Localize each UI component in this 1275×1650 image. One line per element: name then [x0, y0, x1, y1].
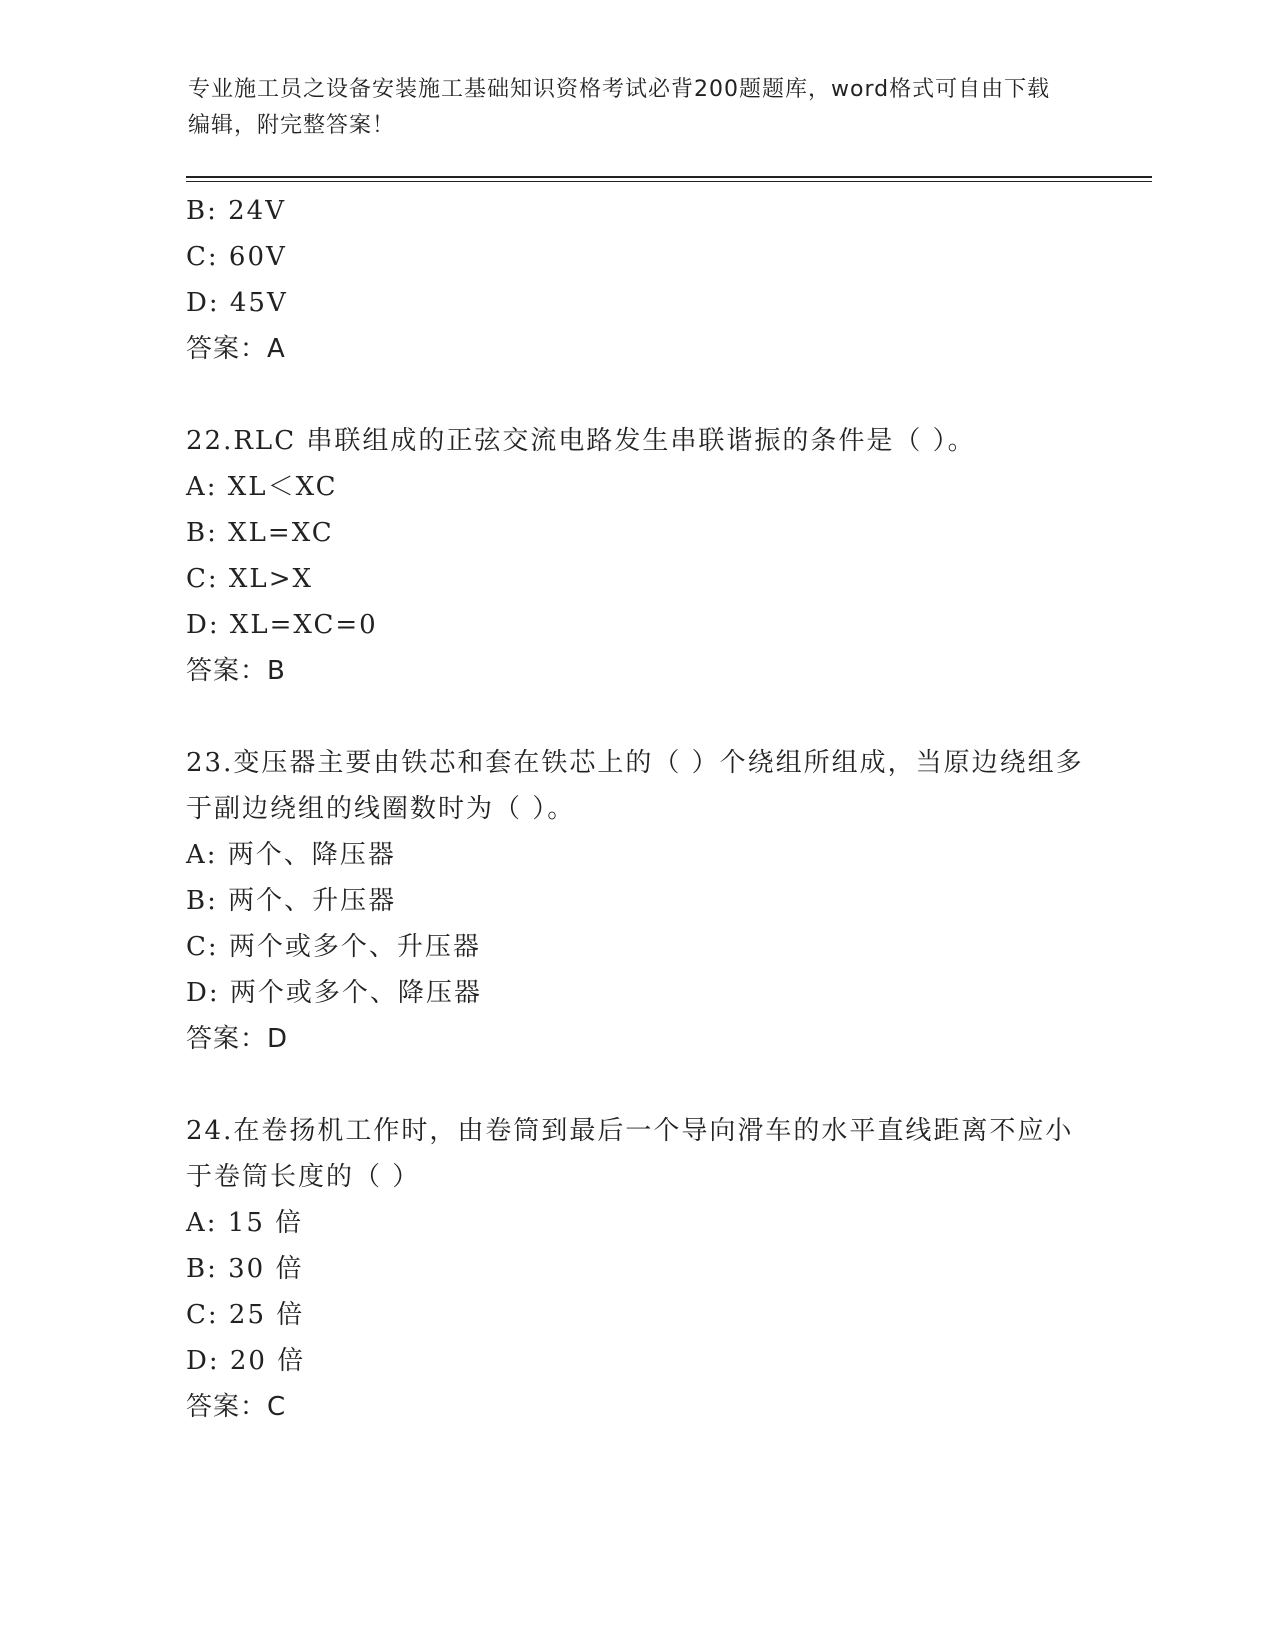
option-d: D: 45V — [186, 288, 288, 318]
option-b: B: 24V — [186, 196, 286, 226]
document-header: 专业施工员之设备安装施工基础知识资格考试必背200题题库，word格式可自由下载编辑，附完整答案！ — [188, 77, 1051, 138]
question-23 — [186, 740, 1086, 1062]
question-24 — [186, 1108, 1086, 1430]
answer-line: 答案：B — [186, 656, 286, 686]
option-a: A: XL＜XC — [186, 472, 338, 502]
option-c: C: 60V — [186, 242, 287, 272]
carryover-question — [186, 188, 1086, 372]
question-22 — [186, 418, 1086, 694]
question-text: 22.RLC 串联组成的正弦交流电路发生串联谐振的条件是（ ）。 — [186, 426, 976, 456]
option-b: B: 两个、升压器 — [186, 886, 397, 916]
document-body — [186, 188, 1086, 1430]
option-d: D: XL=XC=0 — [186, 610, 378, 640]
option-c: C: 两个或多个、升压器 — [186, 932, 481, 962]
question-text: 23.变压器主要由铁芯和套在铁芯上的（ ）个绕组所组成，当原边绕组多于副边绕组的线圈数时为（ ）。 — [186, 748, 1084, 824]
answer-line: 答案：D — [186, 1024, 289, 1054]
answer-line: 答案：A — [186, 334, 286, 364]
option-b: B: XL=XC — [186, 518, 334, 548]
option-a: A: 15 倍 — [186, 1208, 304, 1238]
answer-line: 答案：C — [186, 1392, 287, 1422]
header-rule-thick — [186, 176, 1152, 178]
option-d: D: 20 倍 — [186, 1346, 306, 1376]
option-b: B: 30 倍 — [186, 1254, 304, 1284]
option-c: C: 25 倍 — [186, 1300, 305, 1330]
header-rule-thin — [186, 181, 1152, 182]
question-text: 24.在卷扬机工作时，由卷筒到最后一个导向滑车的水平直线距离不应小于卷筒长度的（ ） — [186, 1116, 1074, 1192]
option-d: D: 两个或多个、降压器 — [186, 978, 482, 1008]
option-c: C: XL>X — [186, 564, 313, 594]
option-a: A: 两个、降压器 — [186, 840, 396, 870]
